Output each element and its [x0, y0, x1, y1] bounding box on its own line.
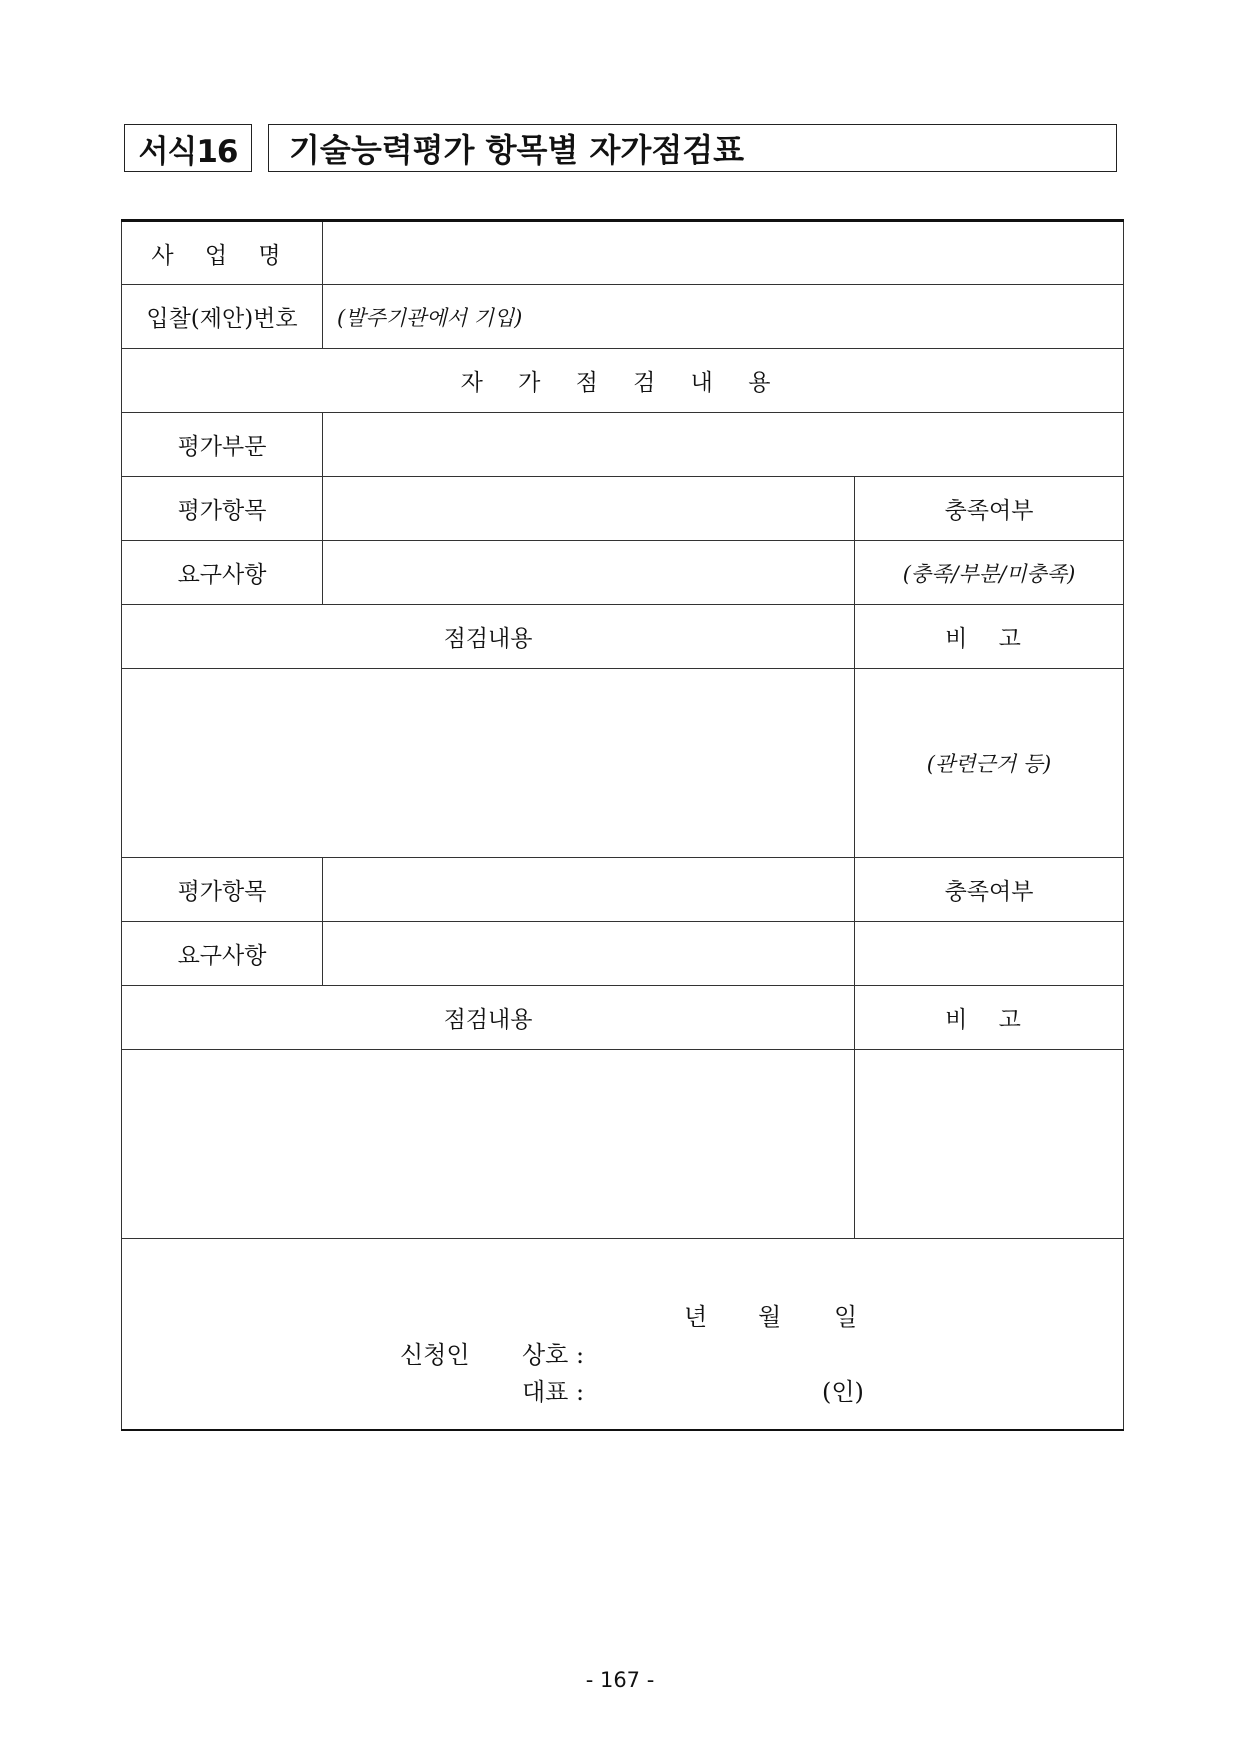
self-check-heading: 자 가 점 검 내 용	[122, 349, 1124, 413]
representative-label: 대표 :	[522, 1378, 585, 1406]
date-year[interactable]: 년	[684, 1303, 708, 1331]
company-label: 상호 :	[522, 1341, 585, 1369]
eval-item-field[interactable]	[323, 477, 855, 541]
bid-number-row	[122, 285, 1124, 349]
signature-row	[122, 1239, 1124, 1431]
eval-item-row	[122, 858, 1124, 922]
eval-item-label: 평가항목	[122, 477, 323, 541]
requirement-label: 요구사항	[122, 541, 323, 605]
requirement-field[interactable]	[323, 541, 855, 605]
requirement-row	[122, 541, 1124, 605]
page-number: - 167 -	[585, 1668, 655, 1692]
project-name-field[interactable]	[323, 221, 1124, 285]
eval-category-label: 평가부문	[122, 413, 323, 477]
self-check-table	[121, 219, 1124, 1431]
self-check-heading-row	[122, 349, 1124, 413]
remarks-field[interactable]: (관련근거 등)	[855, 669, 1124, 858]
signature-cell	[122, 1239, 1124, 1431]
bid-number-label: 입찰(제안)번호	[122, 285, 323, 349]
project-name-row	[122, 221, 1124, 285]
fulfillment-field[interactable]: (충족/부분/미충족)	[855, 541, 1124, 605]
check-content-row	[122, 1050, 1124, 1239]
eval-item-label: 평가항목	[122, 858, 323, 922]
requirement-field[interactable]	[323, 922, 855, 986]
fulfillment-label: 충족여부	[855, 477, 1124, 541]
check-content-label: 점검내용	[122, 986, 855, 1050]
form-number-label: 서식16	[124, 124, 252, 172]
check-content-header-row	[122, 986, 1124, 1050]
fulfillment-field[interactable]	[855, 922, 1124, 986]
check-content-label: 점검내용	[122, 605, 855, 669]
bid-number-field[interactable]: (발주기관에서 기입)	[323, 285, 1124, 349]
date-month[interactable]: 월	[758, 1303, 782, 1331]
requirement-label: 요구사항	[122, 922, 323, 986]
eval-item-field[interactable]	[323, 858, 855, 922]
eval-item-row	[122, 477, 1124, 541]
remarks-label: 비 고	[855, 605, 1124, 669]
check-content-field[interactable]	[122, 1050, 855, 1239]
eval-category-row	[122, 413, 1124, 477]
check-content-header-row	[122, 605, 1124, 669]
form-title: 기술능력평가 항목별 자가점검표	[268, 124, 1117, 172]
fulfillment-label: 충족여부	[855, 858, 1124, 922]
seal-label[interactable]: (인)	[822, 1378, 864, 1406]
check-content-field[interactable]	[122, 669, 855, 858]
requirement-row	[122, 922, 1124, 986]
eval-category-field[interactable]	[323, 413, 1124, 477]
project-name-label: 사 업 명	[122, 221, 323, 285]
check-content-row	[122, 669, 1124, 858]
signature-area	[122, 1239, 1123, 1429]
date-day[interactable]: 일	[834, 1303, 858, 1331]
remarks-label: 비 고	[855, 986, 1124, 1050]
remarks-field[interactable]	[855, 1050, 1124, 1239]
applicant-label: 신청인	[400, 1341, 470, 1369]
